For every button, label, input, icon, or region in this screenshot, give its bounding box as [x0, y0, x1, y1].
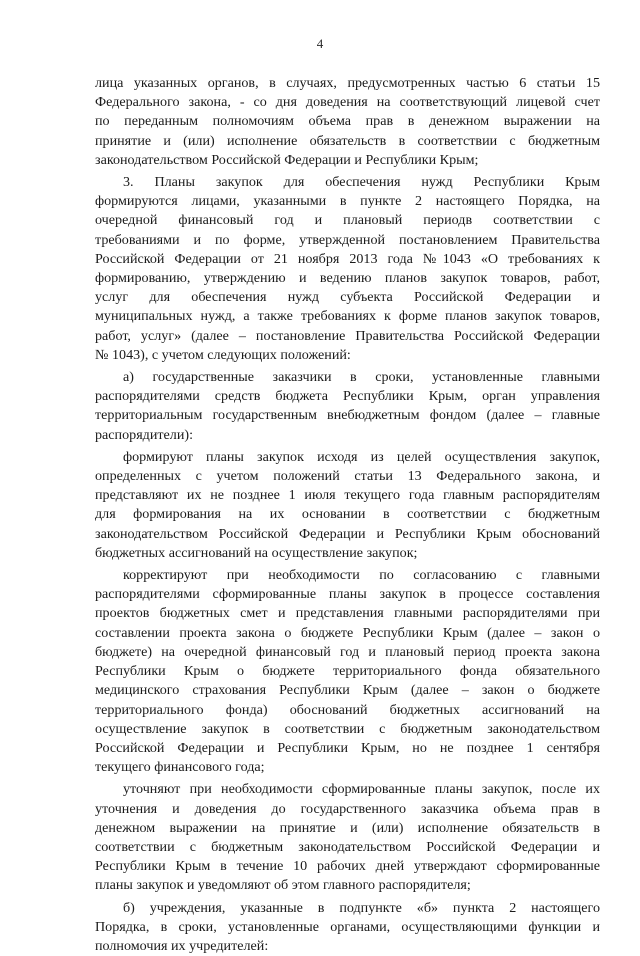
text-line: б) учреждения, указанные в подпункте «б» пункта 2 настоящего	[123, 899, 600, 916]
text-line: бюджетных ассигнований на осуществление закупок;	[95, 544, 418, 561]
text-line: бюджете) на очередной финансовый год и плановый период проекта закона	[95, 643, 600, 660]
text-line: Российской Федерации и Республики Крым, но не позднее 1 сентября	[95, 739, 600, 756]
document-body	[95, 74, 600, 956]
text-line: работ, услуг» (далее – постановление Правительства Российской Федерации	[95, 327, 600, 344]
text-line: формированию, утверждению и ведению планов закупок товаров, работ,	[95, 270, 600, 287]
text-line: услуг для обеспечения нужд субъекта Российской Федерации и	[95, 289, 600, 306]
text-line: 3. Планы закупок для обеспечения нужд Республики Крым	[123, 174, 600, 191]
text-line: лица указанных органов, в случаях, предусмотренных частью 6 статьи 15	[95, 75, 600, 91]
paragraph	[95, 173, 600, 365]
paragraph	[95, 368, 600, 445]
text-line: распорядителями средств бюджета Республики Крым, орган управления	[95, 388, 600, 405]
text-line: принятие и (или) исполнение обязательств в соответствии с бюджетным	[95, 132, 600, 149]
paragraph	[95, 74, 600, 170]
text-line: представляют их не позднее 1 июля текущего года главным распорядителям	[95, 487, 600, 504]
text-line: формируются лицами, указанными в пункте 2 настоящего Порядка, на	[95, 193, 600, 210]
text-line: территориальным государственным внебюджетным фондом (далее – главные	[95, 407, 600, 424]
text-line: текущего финансового года;	[95, 759, 265, 776]
paragraph	[95, 899, 600, 956]
text-line: осуществление закупок в соответствии с бюджетным законодательством	[95, 720, 600, 737]
text-line: медицинского страхования Республики Крым (далее – закон о бюджете	[95, 682, 600, 699]
text-line: распорядители):	[95, 426, 193, 443]
text-line: по переданным полномочиям объема прав в денежном выражении на	[95, 113, 600, 130]
text-line: очередной финансовый год и плановый периодв соответствии с	[95, 212, 600, 229]
text-line: определенных с учетом положений статьи 13 Федерального закона, и	[95, 468, 600, 485]
text-line: формируют планы закупок исходя из целей осуществления закупок,	[123, 448, 600, 465]
paragraph	[95, 566, 600, 777]
text-line: планы закупок и уведомляют об этом главного распорядителя;	[95, 877, 471, 894]
text-line: проектов бюджетных смет и представления главными распорядителями при	[95, 605, 600, 622]
text-line: полномочия их учредителей:	[95, 937, 269, 954]
text-line: для формирования на их основании в соответствии с бюджетным	[95, 506, 600, 523]
text-line: уточнения и доведения до государственного заказчика объема прав в	[95, 800, 600, 817]
text-line: муниципальных нужд, а также требованиях к форме планов закупок товаров,	[95, 308, 600, 325]
text-line: соответствии с бюджетным законодательством Российской Федерации и	[95, 838, 600, 855]
text-line: Республики Крым в течение 10 рабочих дней утверждают сформированные	[95, 858, 600, 875]
text-line: требованиями и по форме, утвержденной постановлением Правительства	[95, 231, 600, 248]
text-line: Федерального закона, - со дня доведения на соответствующий лицевой счет	[95, 94, 600, 111]
page-number: 4	[316, 36, 324, 51]
text-line: № 1043), с учетом следующих положений:	[95, 346, 351, 363]
text-line: составлении проекта закона о бюджете Республики Крым (далее – закон о	[95, 624, 600, 641]
text-line: денежном выражении на принятие и (или) исполнение обязательств в	[95, 819, 600, 836]
text-line: Российской Федерации от 21 ноября 2013 года №1043 «О требованиях к	[95, 250, 600, 267]
paragraph	[95, 448, 600, 563]
paragraph	[95, 780, 600, 895]
text-line: распорядителями сформированные планы закупок в процессе составления	[95, 586, 600, 603]
text-line: Порядка, в сроки, установленные органами, осуществляющими функции и	[95, 918, 600, 935]
text-line: законодательством Российской Федерации и Республики Крым;	[95, 151, 479, 168]
text-line: территориального фонда) обоснований бюджетных ассигнований на	[95, 701, 600, 718]
text-line: уточняют при необходимости сформированные планы закупок, после их	[123, 781, 600, 798]
text-line: корректируют при необходимости по согласованию с главными	[123, 567, 600, 584]
text-line: а) государственные заказчики в сроки, установленные главными	[123, 369, 600, 386]
text-line: Республики Крым о бюджете территориального фонда обязательного	[95, 663, 600, 680]
text-line: законодательством Российской Федерации и Республики Крым обоснований	[95, 525, 600, 542]
